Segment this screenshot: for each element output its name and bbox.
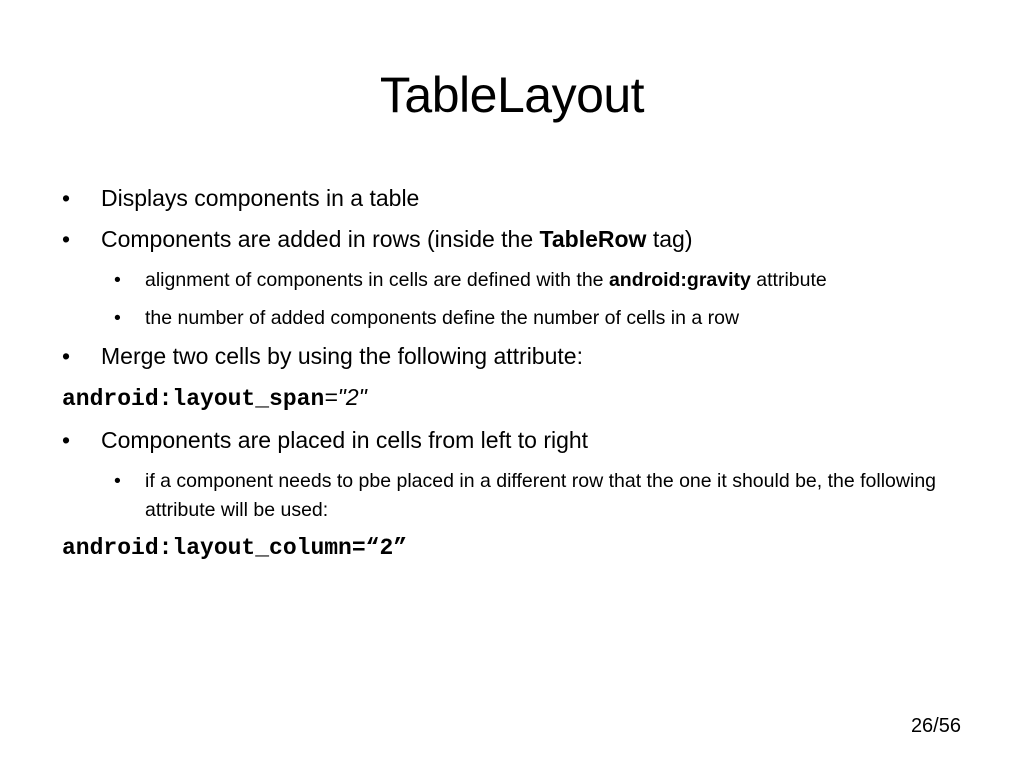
slide-body [62, 184, 982, 575]
bullet-components-added-in-rows [62, 225, 982, 254]
bullet-displays-components [62, 184, 982, 213]
code-value: ="2" [324, 384, 367, 410]
subbullet-text-post: attribute [750, 269, 827, 291]
subbullet-dot: • [114, 269, 121, 291]
bullet-dot: • [62, 226, 71, 252]
bullet-dot: • [62, 427, 71, 453]
slide-title: TableLayout [379, 67, 645, 123]
bullet-text: Components are placed in cells from left to right [101, 427, 589, 453]
gravity-term: android:gravity [608, 269, 751, 291]
subbullet-alignment-gravity [62, 266, 982, 295]
subbullet-dot: • [114, 307, 121, 329]
bullet-text: Merge two cells by using the following attribute: [101, 343, 583, 369]
bullet-dot: • [62, 343, 71, 369]
subbullet-different-row [62, 467, 982, 525]
page-number: 26/56 [910, 715, 961, 737]
bullet-text-pre: Components are added in rows (inside the [101, 226, 540, 252]
code-layout-span [62, 383, 982, 414]
bullet-text-post: tag) [646, 226, 693, 252]
subbullet-number-of-cells [62, 304, 982, 333]
subbullet-text: the number of added components define the number of cells in a row [145, 307, 740, 329]
subbullet-dot: • [114, 470, 121, 492]
code-layout-column: android:layout_column=“2” [62, 535, 408, 561]
subbullet-text: if a component needs to pbe placed in a different row that the one it should be, the following attribute will be used: [145, 470, 937, 521]
bullet-dot: • [62, 185, 71, 211]
tablerow-term: TableRow [539, 226, 647, 252]
subbullet-text-pre: alignment of components in cells are defined with the [145, 269, 609, 291]
bullet-merge-cells [62, 342, 982, 371]
code-attribute: android:layout_span [62, 386, 325, 412]
bullet-text: Displays components in a table [101, 185, 420, 211]
bullet-cells-left-to-right [62, 426, 982, 455]
